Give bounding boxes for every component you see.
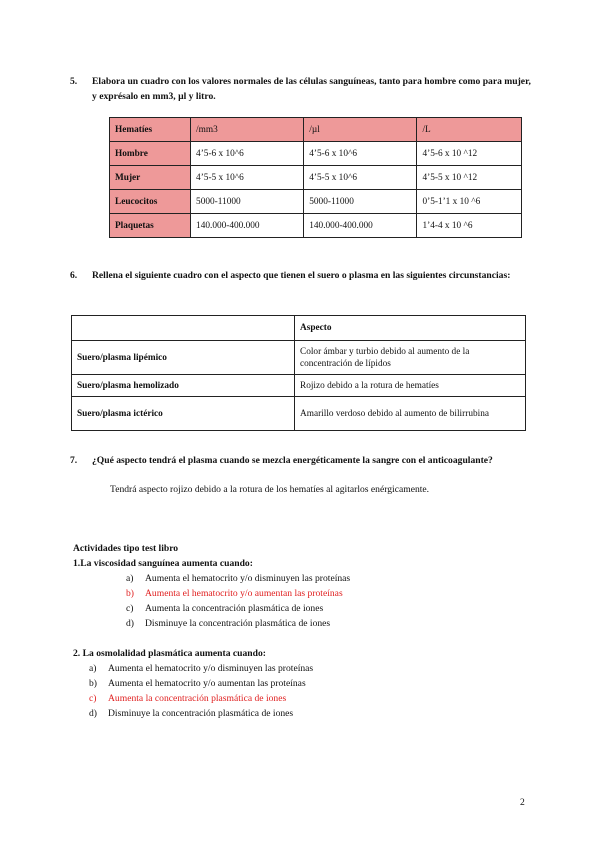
question-7-text: ¿Qué aspecto tendrá el plasma cuando se mezcla energéticamente la sangre con el anticoagulante? [92, 455, 493, 466]
question-7-answer: Tendrá aspecto rojizo debido a la rotura de los hematíes al agitarlos enérgicamente. [110, 484, 430, 495]
row-label: Suero/plasma hemolizado [72, 375, 295, 397]
table-cell: 1’4-4 x 10 ^6 [417, 214, 522, 238]
table-cell: 4’5-6 x 10 ^12 [417, 142, 522, 166]
table-cell: 4’5-6 x 10^6 [304, 142, 417, 166]
option-text: Aumenta el hematocrito y/o disminuyen las proteínas [108, 663, 314, 674]
table-row [72, 341, 526, 375]
question-7 [70, 453, 532, 468]
row-label: Leucocitos [110, 190, 191, 214]
row-label: Mujer [110, 166, 191, 190]
option-letter: c) [126, 603, 134, 614]
blood-cells-table [109, 117, 522, 238]
option-letter: a) [126, 573, 134, 584]
option-letter: a) [89, 663, 97, 674]
table-cell: 4’5-5 x 10^6 [191, 166, 304, 190]
plasma-aspect-table [71, 315, 526, 431]
header-hematies: Hematíes [110, 118, 191, 142]
option-text: Disminuye la concentración plasmática de iones [108, 708, 294, 719]
table-row [72, 375, 526, 397]
test-question-2: 2. La osmolalidad plasmática aumenta cuando: [73, 648, 266, 659]
row-label: Hombre [110, 142, 191, 166]
table-row [110, 166, 522, 190]
row-label: Plaquetas [110, 214, 191, 238]
row-label: Suero/plasma ictérico [72, 397, 295, 431]
table-row [72, 397, 526, 431]
option-text: Aumenta el hematocrito y/o aumentan las proteínas [108, 678, 306, 689]
table-cell: 4’5-5 x 10 ^12 [417, 166, 522, 190]
question-5-text: Elabora un cuadro con los valores normales de las células sanguíneas, tanto para hombre como para mujer, y exprésalo en mm3, µl y litro. [92, 76, 531, 102]
test-question-1: 1.La viscosidad sanguínea aumenta cuando: [73, 558, 253, 569]
header-aspecto: Aspecto [295, 316, 526, 341]
option-letter: d) [126, 618, 134, 629]
table-row [110, 142, 522, 166]
table-cell: 140.000-400.000 [191, 214, 304, 238]
header-l: /L [417, 118, 522, 142]
row-label: Suero/plasma lipémico [72, 341, 295, 375]
question-6-text: Rellena el siguiente cuadro con el aspecto que tienen el suero o plasma en las siguientes circunstancias: [92, 270, 511, 281]
table-header-row [110, 118, 522, 142]
header-ul: /µl [304, 118, 417, 142]
table-cell: 5000-11000 [191, 190, 304, 214]
question-6 [70, 268, 532, 283]
test-title: Actividades tipo test libro [73, 543, 179, 554]
table-cell: 4’5-6 x 10^6 [191, 142, 304, 166]
question-5 [70, 74, 532, 104]
header-mm3: /mm3 [191, 118, 304, 142]
option-letter: d) [89, 708, 97, 719]
table-row [110, 214, 522, 238]
table-cell: 0’5-1’1 x 10 ^6 [417, 190, 522, 214]
option-letter: b) [126, 588, 134, 599]
table-row [110, 190, 522, 214]
question-6-number: 6. [70, 270, 78, 281]
question-7-number: 7. [70, 455, 78, 466]
page-number: 2 [520, 797, 525, 808]
option-text: Aumenta la concentración plasmática de iones [108, 693, 287, 704]
option-letter: c) [89, 693, 97, 704]
table-cell: 5000-11000 [304, 190, 417, 214]
table-header-row [72, 316, 526, 341]
option-text: Aumenta el hematocrito y/o disminuyen las proteínas [145, 573, 351, 584]
option-text: Disminuye la concentración plasmática de iones [145, 618, 331, 629]
table-cell: Amarillo verdoso debido al aumento de bilirrubina [295, 397, 526, 431]
empty-header-cell [72, 316, 295, 341]
option-letter: b) [89, 678, 97, 689]
table-cell: Rojizo debido a la rotura de hematíes [295, 375, 526, 397]
question-5-number: 5. [70, 76, 78, 87]
table-cell: 4’5-5 x 10^6 [304, 166, 417, 190]
table-cell: Color ámbar y turbio debido al aumento de la concentración de lípidos [295, 341, 526, 375]
table-cell: 140.000-400.000 [304, 214, 417, 238]
option-text: Aumenta la concentración plasmática de iones [145, 603, 324, 614]
option-text: Aumenta el hematocrito y/o aumentan las proteínas [145, 588, 343, 599]
